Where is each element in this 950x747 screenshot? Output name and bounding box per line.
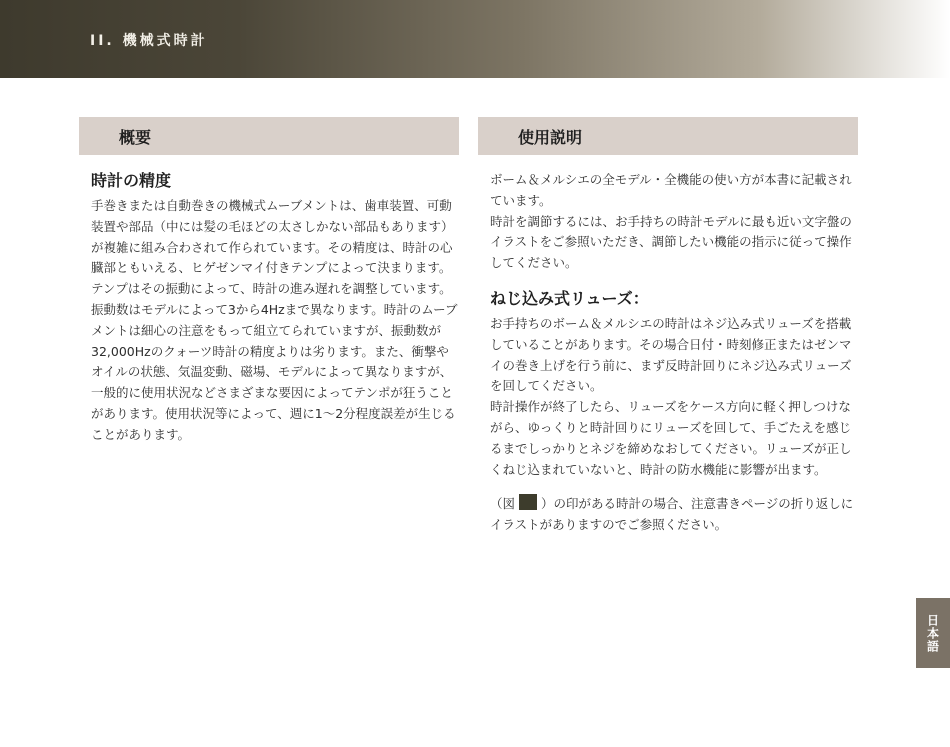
accuracy-subheading: 時計の精度 — [91, 171, 172, 190]
section-heading-instructions-label: 使用説明 — [518, 127, 583, 147]
language-tab[interactable] — [916, 598, 950, 668]
accuracy-body: 手巻きまたは自動巻きの機械式ムーブメントは、歯車装置、可動装置や部品（中には髪の毛ほどの太さしかない部品もあります）が複雑に組み合わされて作られています。その精度は、時計の心臓部ともいえる、ヒゲゼンマイ付きテンプによって決まります。テンプはその振動によって、時計の進み遅れを調整しています。振動数はモデルによって3から4Hzまで異なります。時計のムーブメントは細心の注意をもって組立てられていますが、振動数が32,000Hzのクォーツ時計の精度よりは劣ります。また、衝撃やオイルの状態、気温変動、磁場、モデルによって異なりますが、一般的に使用状況などさまざまな要因によってテンポが狂うことがあります。使用状況等によって、週に1〜2分程度誤差が生じることがあります。 — [91, 198, 458, 442]
left-column — [91, 170, 461, 446]
intro-paragraph-1: ボーム＆メルシエの全モデル・全機能の使い方が本書に記載されています。 — [490, 172, 852, 208]
language-tab-label: 日本語 — [925, 613, 940, 653]
screw-crown-body-1: お手持ちのボーム＆メルシエの時計はネジ込み式リューズを搭載していることがあります。その場合日付・時刻修正またはゼンマイの巻き上げを行う前に、まず反時計回りにネジ込み式リューズを回してください。 — [490, 315, 852, 394]
figure-note-prefix: （図 — [490, 496, 516, 512]
section-heading-overview-label: 概要 — [119, 127, 152, 147]
chapter-title: II. 機械式時計 — [90, 33, 208, 49]
figure-marker-icon — [519, 494, 537, 510]
figure-note-suffix: ）の印がある時計の場合、注意書きページの折り返しにイラストがありますのでご参照ください。 — [490, 496, 854, 533]
screw-crown-body-2: 時計操作が終了したら、リューズをケース方向に軽く押しつけながら、ゆっくりと時計回りにリューズを回して、手ごたえを感じるまでしっかりとネジを締めなおしてください。リューズが正しくねじ込まれていないと、時計の防水機能に影響が出ます。 — [490, 399, 852, 477]
right-column — [490, 170, 860, 536]
section-heading-overview — [79, 117, 459, 155]
intro-paragraph-2: 時計を調節するには、お手持ちの時計モデルに最も近い文字盤のイラストをご参照いただき、調節したい機能の指示に従って操作してください。 — [490, 213, 852, 271]
figure-note — [490, 494, 860, 536]
section-heading-instructions — [478, 117, 858, 155]
screw-crown-subheading: ねじ込み式リューズ： — [490, 288, 649, 308]
